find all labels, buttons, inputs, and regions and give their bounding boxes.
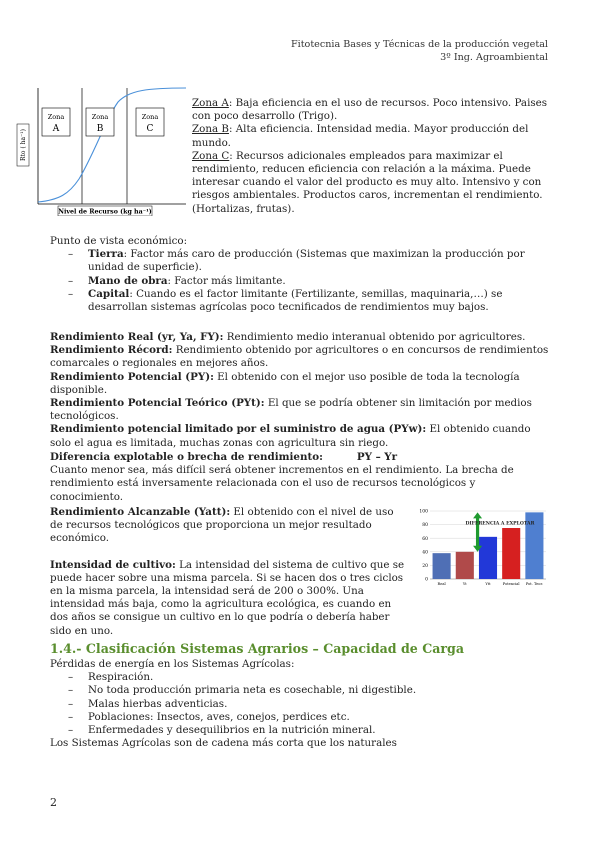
y-tick-label: 20 — [422, 564, 428, 569]
economic-list — [50, 248, 550, 314]
zone-b-description: Zona B: Alta eficiencia. Intensidad media. Mayor producción del mundo. — [192, 123, 529, 149]
list-item: – Enfermedades y desequilibrios en la nutrición mineral. — [88, 724, 550, 737]
yield-gap — [50, 451, 550, 504]
economic-intro: Punto de vista económico: — [50, 235, 188, 247]
zone-c-letter: C — [146, 124, 154, 134]
zone-b-word: Zona — [91, 113, 109, 121]
gap-arrow-up-head — [473, 512, 482, 518]
section-intro: Pérdidas de energía en los Sistemas Agrícolas: — [50, 658, 295, 670]
yield-theoretical: Rendimiento Potencial Teórico (PYt): El que se podría obtener sin limitación por medios tecnológicos. — [50, 397, 532, 423]
zone-a-label: Zona A — [192, 97, 229, 109]
x-tick-label: Pot. Teor. — [525, 582, 543, 586]
y-tick-label: 0 — [425, 577, 428, 583]
x-tick-label: Ytt — [485, 582, 491, 586]
chart-bar — [502, 528, 520, 579]
chart-bar — [456, 552, 474, 579]
header-subtitle: 3º Ing. Agroambiental — [440, 52, 548, 63]
section-closing: Los Sistemas Agrícolas son de cadena más corta que los naturales — [50, 737, 397, 750]
yield-potential: Rendimiento Potencial (PY): El obtenido con el mejor uso posible de toda la tecnología disponible. — [50, 370, 520, 396]
list-item: – Respiración. — [88, 671, 550, 684]
energy-loss-list — [50, 671, 550, 737]
list-item: – Malas hierbas adventicias. — [88, 698, 550, 711]
yield-record: Rendimiento Récord: Rendimiento obtenido por agricultores o en concursos de rendimientos comarcales o regionales en mejores años. — [50, 344, 549, 370]
list-item: – Poblaciones: Insectos, aves, conejos, perdices etc. — [88, 711, 550, 724]
section-title: 1.4.- Clasificación Sistemas Agrarios – Capacidad de Carga — [50, 641, 464, 656]
gap-text: Cuanto menor sea, más difícil será obtener incrementos en el rendimiento. La brecha de rendimiento está inversamente relacionada con el uso de recursos tecnológicos y conocimiento. — [50, 464, 514, 503]
y-tick-label: 80 — [422, 523, 428, 529]
zone-b-letter: B — [96, 124, 104, 134]
yield-water-limited: Rendimiento potencial limitado por el suministro de agua (PYw): El obtenido cuando solo el agua es limitada, muchas zonas con agricultura sin riego. — [50, 423, 531, 449]
zone-a-word: Zona — [47, 113, 65, 121]
zone-a-description: Zona A: Baja eficiencia en el uso de recursos. Poco intensivo. Paises con poco desarrollo (Trigo). — [192, 97, 548, 123]
yield-definitions — [50, 331, 550, 450]
list-item: – Mano de obra: Factor más limitante. — [88, 275, 550, 288]
y-axis-label: Rto ( ha⁻¹) — [20, 128, 27, 162]
economic-section — [50, 235, 550, 314]
list-item: – No toda producción primaria neta es cosechable, ni digestible. — [88, 684, 550, 697]
list-item: – Capital: Cuando es el factor limitante (Fertilizante, semillas, maquinaria,…) se desarrollan sistemas agrícolas poco tecnificados de rendimientos muy bajos. — [88, 288, 550, 314]
yield-real: Rendimiento Real (yr, Ya, FY): Rendimiento medio interanual obtenido por agricultores. — [50, 331, 526, 343]
chart-annotation: DIFERENCIA A EXPLOTAR — [465, 521, 535, 527]
y-tick-label: 60 — [422, 536, 428, 542]
gap-formula: PY – Yr — [356, 451, 398, 463]
x-tick-label: Yt — [462, 582, 467, 586]
section-1-4 — [50, 641, 550, 750]
attainable-section: Rendimiento Alcanzable (Yatt): El obtenido con el nivel de uso de recursos tecnológicos que proporciona un mejor resultado económico. Intensidad de cultivo: La intensidad del sistema de cultivo que se puede hacer sobre una misma parcela. Si se hacen dos o tres ciclos en la misma parcela, la intensidad será de 200 o 300%. Una intensidad más baja, como la agricultura ecológica, es cuando en dos años se consigue un cultivo en lo que podría o debería haber sido en uno. — [50, 506, 405, 637]
zone-c-word: Zona — [141, 113, 159, 121]
list-item: – Tierra: Factor más caro de producción (Sistemas que maximizan la producción por unidad de superficie). — [88, 248, 550, 274]
y-tick-label: 100 — [419, 509, 428, 515]
intensity-paragraph: Intensidad de cultivo: La intensidad del sistema de cultivo que se puede hacer sobre una misma parcela. Si se hacen dos o tres ciclos en la misma parcela, la intensidad será de 200 o 300%. Una intensidad más baja, como la agricultura ecológica, es cuando en dos años se consigue un cultivo en lo que podría o debería haber sido en uno. — [50, 558, 405, 637]
zones-figure — [14, 84, 189, 216]
zone-a-letter: A — [52, 124, 60, 134]
gap-term: Diferencia explotable o brecha de rendimiento: — [50, 451, 323, 463]
x-tick-label: Potencial — [502, 582, 520, 586]
zone-b-label: Zona B — [192, 123, 229, 136]
yield-gap-chart — [412, 505, 552, 597]
chart-bar — [479, 537, 497, 579]
x-tick-label: Real — [437, 582, 446, 586]
running-header — [291, 38, 548, 64]
x-axis-label: Nivel de Recurso (kg ha⁻¹) — [58, 208, 152, 216]
zone-descriptions — [192, 97, 552, 216]
page-number: 2 — [50, 796, 57, 809]
chart-bar — [433, 553, 451, 579]
intensity-term: Intensidad de cultivo: — [50, 558, 176, 571]
zone-c-label: Zona C — [192, 149, 230, 162]
attainable-term: Rendimiento Alcanzable (Yatt): — [50, 506, 231, 518]
y-tick-label: 40 — [422, 550, 428, 556]
zone-c-description: Zona C: Recursos adicionales empleados para maximizar el rendimiento, reducen eficiencia con relación a la máxima. Puede interesar cuando el valor del producto es muy alto. Intensivo y con riesgos ambientales. Productos caros, incrementan el rendimiento. (Hortalizas, frutas). — [192, 149, 543, 215]
header-title: Fitotecnia Bases y Técnicas de la producción vegetal — [290, 39, 548, 50]
